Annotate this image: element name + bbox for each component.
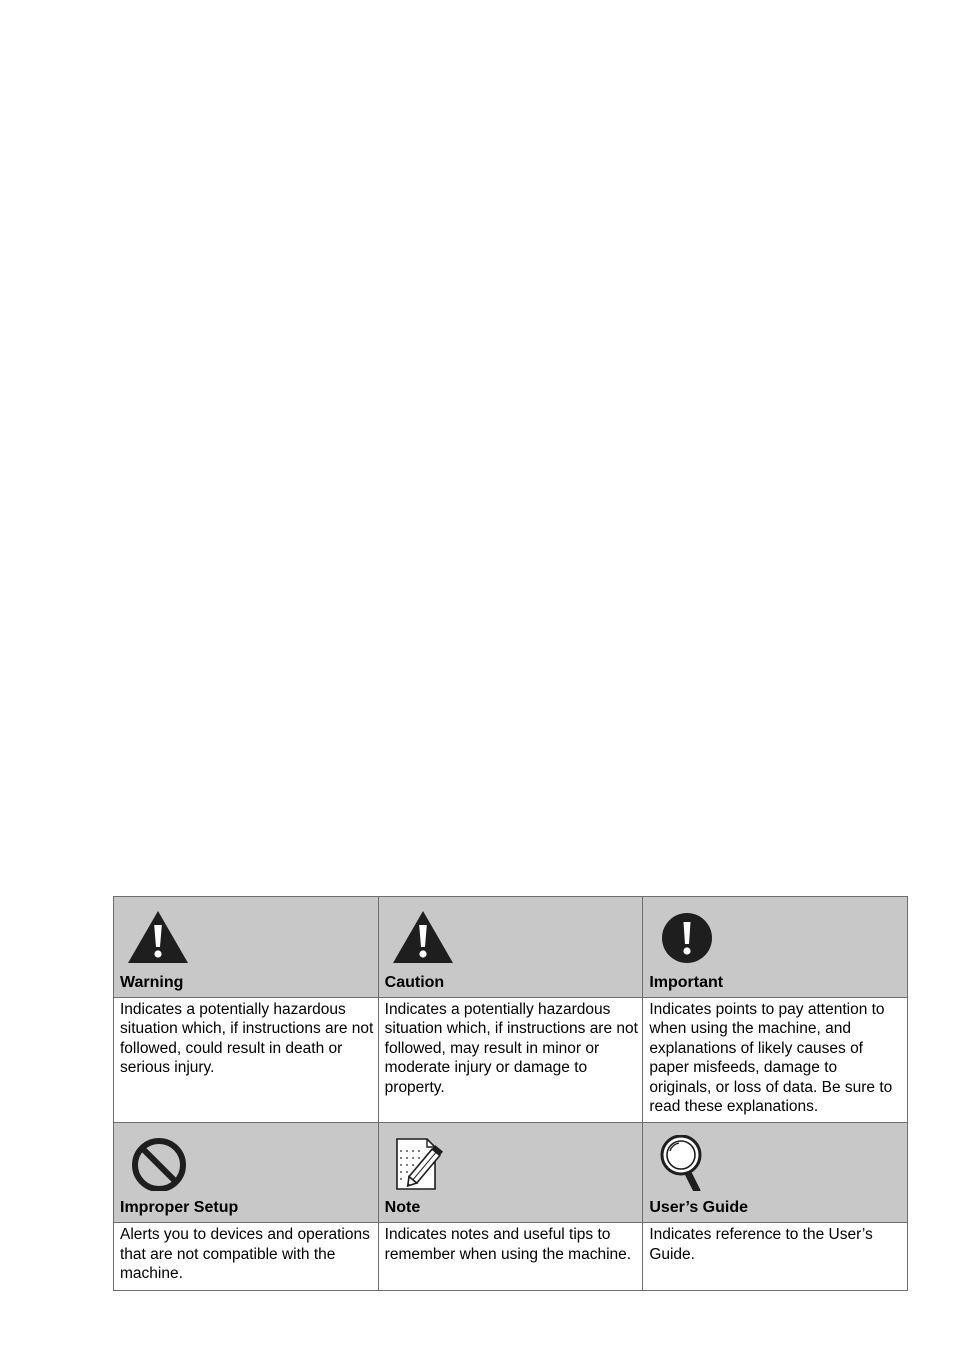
symbol-legend-table [113,896,908,1291]
symbol-label: Warning [120,974,184,991]
symbol-description-users-guide: Indicates reference to the User’s Guide. [643,1223,908,1290]
symbol-label: Caution [384,974,445,991]
prohibited-icon [126,1135,190,1191]
symbol-description-improper-setup: Alerts you to devices and operations that are not compatible with the machine. [114,1223,379,1290]
symbol-description-caution: Indicates a potentially hazardous situation which, if instructions are not followed, may result in minor or moderate injury or damage to property. [378,998,643,1123]
important-exclamation-icon [655,909,719,965]
symbol-header-caution [378,897,643,998]
symbol-header-row [114,1123,908,1223]
symbol-header-users-guide [643,1123,908,1223]
symbol-label: User’s Guide [649,1199,749,1217]
symbol-header-improper-setup [114,1123,379,1223]
symbol-description-important: Indicates points to pay attention to when using the machine, and explanations of likely causes of paper misfeeds, damage to originals, or loss of data. Be sure to read these explanations. [643,998,908,1123]
symbol-description-warning: Indicates a potentially hazardous situation which, if instructions are not followed, could result in death or serious injury. [114,998,379,1123]
caution-triangle-icon [391,909,455,965]
symbol-label: Important [649,974,724,991]
symbol-header-warning [114,897,379,998]
note-pencil-icon [391,1135,455,1191]
symbol-header-note [378,1123,643,1223]
symbol-header-row [114,897,908,998]
symbol-description-note: Indicates notes and useful tips to remember when using the machine. [378,1223,643,1290]
symbol-description-row [114,1223,908,1290]
warning-triangle-icon [126,909,190,965]
symbol-label: Improper Setup [120,1199,239,1217]
symbol-description-row [114,998,908,1123]
magnifier-icon [655,1135,719,1191]
symbol-label: Note [384,1199,421,1217]
symbol-header-important [643,897,908,998]
